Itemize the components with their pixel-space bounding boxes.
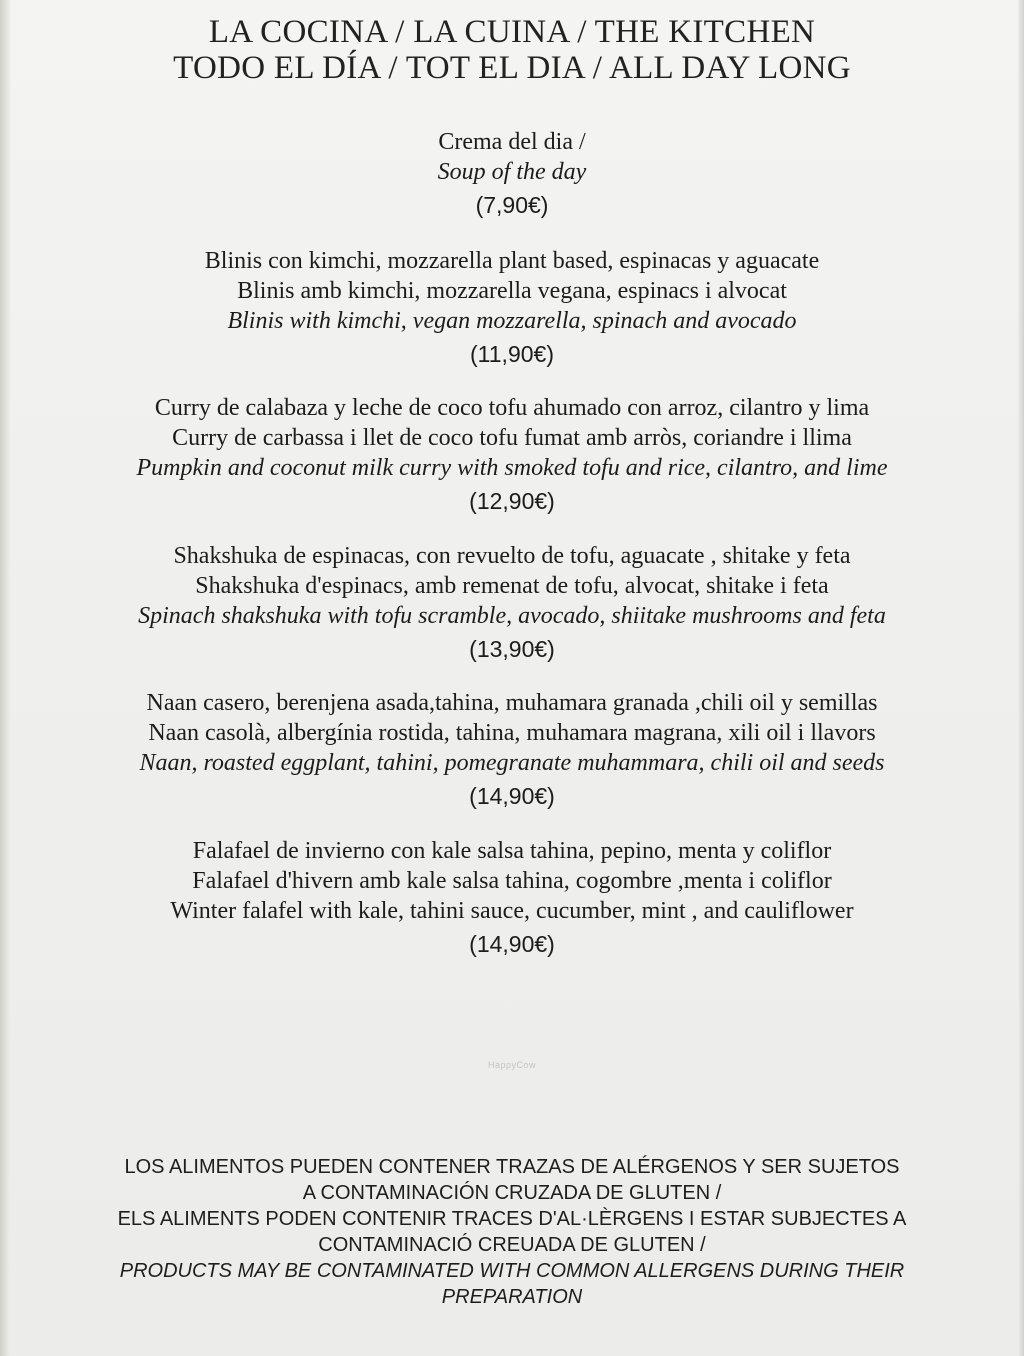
menu-item-shakshuka [0,541,1024,666]
dish-name-en: Pumpkin and coconut milk curry with smoked tofu and rice, cilantro, and lime [136,455,888,481]
allergen-notice [0,1154,1024,1310]
allergen-es-line-1: LOS ALIMENTOS PUEDEN CONTENER TRAZAS DE ALÉRGENOS Y SER SUJETOS [124,1156,900,1178]
dish-name-ca: Curry de carbassa i llet de coco tofu fumat amb arròs, coriandre i llima [172,425,852,451]
allergen-ca-line-2: CONTAMINACIÓ CREUADA DE GLUTEN / [318,1234,706,1256]
header-line-1: LA COCINA / LA CUINA / THE KITCHEN [208,14,816,50]
watermark: HappyCow [487,1060,537,1070]
dish-name-es: Shakshuka de espinacas, con revuelto de tofu, aguacate , shitake y feta [173,543,851,569]
menu-item-naan [0,688,1024,813]
dish-price: (12,90€) [469,488,555,514]
dish-name-ca: Blinis amb kimchi, mozzarella vegana, espinacs i alvocat [237,278,787,304]
header-line-2: TODO EL DÍA / TOT EL DIA / ALL DAY LONG [173,50,851,86]
allergen-en-line-1: PRODUCTS MAY BE CONTAMINATED WITH COMMON ALLERGENS DURING THEIR [119,1260,905,1282]
dish-name-es: Crema del dia / [438,129,586,155]
dish-name-ca: Falafael d'hivern amb kale salsa tahina, cogombre ,menta i coliflor [192,868,832,894]
menu-header [0,14,1024,86]
menu-item-blinis [0,246,1024,371]
dish-name-es: Curry de calabaza y leche de coco tofu ahumado con arroz, cilantro y lima [154,395,870,421]
menu-item-soup [0,127,1024,222]
dish-name-ca: Naan casolà, albergínia rostida, tahina, muhamara magrana, xili oil i llavors [148,720,876,746]
dish-price: (11,90€) [470,341,554,367]
dish-name-en: Blinis with kimchi, vegan mozzarella, spinach and avocado [227,308,797,334]
dish-name-en: Spinach shakshuka with tofu scramble, avocado, shiitake mushrooms and feta [138,603,886,629]
dish-name-es: Naan casero, berenjena asada,tahina, muhamara granada ,chili oil y semillas [146,690,878,716]
dish-name-ca: Shakshuka d'espinacs, amb remenat de tofu, alvocat, shitake i feta [195,573,829,599]
dish-price: (13,90€) [469,636,555,662]
dish-price: (14,90€) [469,783,555,809]
dish-price: (7,90€) [475,192,549,218]
dish-name-es: Blinis con kimchi, mozzarella plant based, espinacas y aguacate [204,248,820,274]
dish-name-en: Winter falafel with kale, tahini sauce, cucumber, mint , and cauliflower [170,898,854,924]
allergen-ca-line-1: ELS ALIMENTS PODEN CONTENIR TRACES D'AL·LÈRGENS I ESTAR SUBJECTES A [117,1208,907,1230]
dish-name-en: Naan, roasted eggplant, tahini, pomegranate muhammara, chili oil and seeds [139,750,885,776]
menu-item-curry [0,393,1024,518]
menu-item-falafel [0,836,1024,961]
dish-name-en: Soup of the day [437,159,587,185]
dish-name-es: Falafael de invierno con kale salsa tahina, pepino, menta y coliflor [192,838,832,864]
dish-price: (14,90€) [469,931,555,957]
allergen-en-line-2: PREPARATION [441,1286,583,1308]
allergen-es-line-2: A CONTAMINACIÓN CRUZADA DE GLUTEN / [302,1182,722,1204]
